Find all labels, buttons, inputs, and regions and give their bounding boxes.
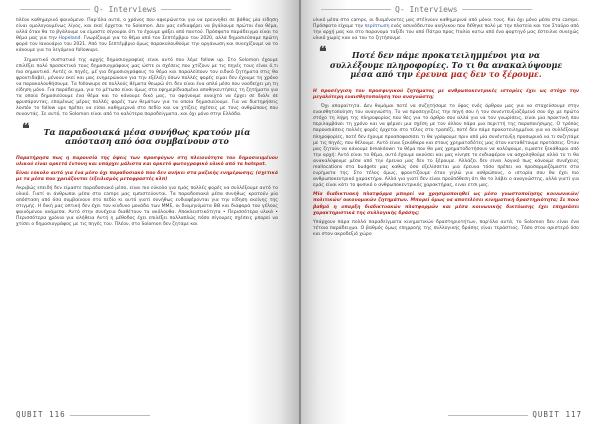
interview-question: Μία διαδικτυακή πλατφόρμα μπορεί να χρησιμοποιηθεί ως μέσο γνωστοποίησης κοινωνικών/ πολιτικών/ οικονομικών ζητημάτων. Μπορεί όμως να αποτελέσει κινηματική δραστηριότητα; Σε ποιο βαθμό η υπαρξη διαδικτυακών πλατφορμών και μέσα κοινωνικής δικτύωσης έχει επηρεάσει χαρακτηριστικά της συλλογικής δράσης; <box>313 192 579 216</box>
paragraph: πλέον καθημερινό φαινόμενο. Παρ'όλα αυτά, ο χρόνος που αφιερώνεται για να ερευνηθεί σε βάθος μία είδηση είναι ομολογουμένως λίγος, και εκεί έρχεται το Solomon. Δεν μας ενδιαφέρει να βγάλουμε πρώτοι ένα θέμα, αλλά όταν θα το βγάλουμε να είμαστε σίγουροι ότι το έχουμε ψάξει από παντού. Πρόσφατο παράδειγμα είναι το θέμα μας για την Hopeland. Γνωρίζουμε για το θέμα από τον Σεπτέμβριο του 2020, αλλά δημοσιεύσαμε πρώτη φορά τον Ιανουάριο του 2021. Από τον Σεπτέμβριο όμως παρακολουθούμε την οργάνωση και συνεχίζουμε να το κάνουμε για τα λεγόμενα followups. <box>16 18 278 54</box>
interview-question: Είναι εύκολο αυτό για ένα μέσο όχι παραδοσιακό που δεν ανήκει στα μαζικής ενημέρωσης; (σχετικά με τα μέσα που χρειάζονται (εξειλισμός μεταφραστές κλπ) <box>16 170 278 182</box>
page-header-left: Q- Interviews <box>16 5 235 14</box>
hopeland-link[interactable]: Hopeland <box>58 36 81 42</box>
paragraph: Σημαντικό συστατικό της αρχής δημοσιογραφίας είναι αυτό που λέμε follow up. Στο Solomon έχουμε επιλέξει πολύ προσεκτικά τους δημοσιογράφους μας ώστε οι σχέσεις που χτίζουν με τις πηγές τους είναι ό,τι πιο σημαντικό. Αυτές οι πηγές, μέ για δημοσιογράφους το θέμα και παραλείπουν τον ειδικό ζητήματα στις θα φροντιδαβεί, μένουν εκεί και μας ενημερώνουν για την εξέλιξη όσων πολλές φορές είμαι δεν έχουμε τη χρόνο να παρακολουθήσουμε. Τα followups σε πολλούς θέματα θεωρώ ότι δεν είναι ένα απλό μέσο που ναοδείχει μη τη είδηση μόνο. Για παράδειγμα, για το μέτωπο είναι όμως στα εφημερίδιασμένα αποθηκευτήσεις τη ζητήματα για τα οποία δημοσιεύουμε ένα θέμα και το κάνουμε δικό μας, τα αφήνουμε ανοιχτά να έρχει σε διάλι σε φρυσάροντας, επομένως μέρος πολλές φορές των θεμάτων για τα οποία δημοσιεύουμε. Για να διατηρήσεις λοιπόν το follow ups πρέπει να είσαι καθημερινά στο πεδίο και να χτίζεις σχέσεις με τους ανθρώπους που συναντάς. Σε αυτό, το Solomon είναι από τα καλύτερα παραδείγματα, και όχι μόνο στην Ελλάδα. <box>16 57 278 118</box>
paragraph: Όχι απαραίτητα. Δεν θυμάμαι ποτέ να συζητήσαμε το ύφος ενός άρθρου μας για να στοχεύσουμε στην ευαισθητοποίηση του αναγνώστη. Το να προσεγγίζεις την πηγή σου ή τον συνεντευξιαζόμενό σου όχι με πρώτο στόχο τη λήψη της πληροφορίας που θες για το άρθρο σου αλλά για να τον γνωρίσεις, είναι μια πρακτική που περιλαμβάνει τη χρόνο και να φέρνει μια σχέση με τον άλλον πάρα μια περιττή της παραποιήσιμης. Ο τρόπος παρουσιάσεις πολλές φορές έρχεται στο τέλος στο τραπέζι, ποτέ δεν πάμε προκατειλημμένοι για να συλλέξουμε πληροφορίες, ποτέ δεν έχουμε προαποφασίσει τι θα γράψουμε πριν από μία συνέντευξη προσωρινά να τι συζητάμε με τις πηγές, που θέλουμε. Αυτό είναι ξεκάθαρο και στους χρηματοδότες μας όταν καταθέτουμε προτάσεις. Όταν μας ζητούν να κάνουμε breakdown το θέμα που θα μας χρηματοδοτήσουν να καλύψουμε, ειμαστε ξεκάθαροι από την αρχή: Αυτό είναι το θέμα, αυτό έχουμε ακούσει και μας κίνησε το ενδιαφέρον να ασχοληθούμε αλλά το τι θα ανακαλύψουμε μέσα από την έρευνα μας δεν το ξέρουμε. Αλλάζει δεν είναι λογικό πως κάνουμε συνέχειες reallocations στα budgets μας καθώς όσο εξελίσσεται μια έρευνα τόσο πρέπει να προσαρμοζόμαστε στα ευρήματα της. Στο τέλος όμως, φροντίζουμε όταν γηλώ για ανθρώπους, ο ιστορία σου θα έχει πιο ανθρωποκεντρικό χαρακτήρα. Αλλά για γιατί δεν είναι προϋπόθεση ότι θα το λάβει ο αναγνώστης, αλλά γιατί για εμάς είναι κάτι το φυσικό ο ανθρωποκεντρικός χαρακτήρας, ειναι ετσι μας. <box>313 104 579 189</box>
case-link[interactable]: περίπτωση <box>364 24 390 30</box>
page-header-right: Q- Interviews <box>317 5 536 14</box>
page-footer-left: QUBIT 116 <box>16 410 154 419</box>
right-page <box>301 0 600 424</box>
interview-question: Η προσέγγιση του προσφυγικού ζητήματος με ανθρωποκεντρικές ιστορίες έχει ως στόχο την μεγαλύτερη ευαισθητοποίηση του αναγνώστη; <box>313 88 579 100</box>
interview-question: Παρατήρησα πως η παρουσία της όψεις των προσφύγων στη πλειονότητα του δημοσιευμένου υλικού είναι αρκετά έντονη και υπάρχει μάλιστα και αρκετό φωτογραφικό υλικό από τα hotspot. <box>16 155 278 167</box>
paragraph: Υπάρχουν πάρα πολλά παραδείγματα κινηματικών δραστηριοτήτων, παρ'όλα αυτά, το Solomon δεν είναι ένα τέτοιο παράδειγμα. Ο βαθμός όμως επηρροής της συλλογικής δράσης είναι τεράστιος. Τόσο στον αριστερό όσο και στον ακροδεξιό χώρο <box>313 219 579 237</box>
article-column-right <box>313 18 579 241</box>
paragraph: Ακριβώς επειδή δεν είμαστε παραδοσιακό μέσο, είναι πιο εύκολο για εμάς πολλές φορές να συλλέξουμε αυτό το υλικό. Γιατί οι άνθρωποι μέσα στα camps μας εμπιστεύονται. Τα παραδοσιακά μέσα συνήθως κρατούν μία απόσταση από όσα συμβαίνουν στο πεδίο κι αυτό γιατί συνήθως ενδιαφέρονται για την είδηση εκείνης της στιγμής. Η δική μας οπτική δεν έχει τον κίνδυνο μονάδα των ΜΜΕ, οι διαμηνύματα ΒΘ και διαφορά του γέλους φαινόμενου ανάμεσα. Αυτό στην συνέχεια διαθέτουν τα ακόλουθα. Αποκλειστικότητα • Περισσότερα υλικά • Περισσότερα χρόνια για αλήθεια Αυτή η μέθοδος έχει επιλέξει πολλαπλώς πόσο σίγουρες σχέσεις μπορεί να χτίσει ο δημοσιογράφος με τις πηγές του. Πλέον, στο Solomon δεν ζητάμε και <box>16 185 278 228</box>
quote-mark-icon: ❝ <box>319 44 327 61</box>
left-page <box>0 0 299 424</box>
pull-quote: ❝ Ποτέ δεν πάμε προκατειλημμένοι για να συλλέξουμε πληροφορίες. Το τι θα ανακαλύψουμε μέσα από την έρευνα μας δεν το ξέρουμε. <box>319 44 563 80</box>
article-column-left <box>16 18 278 232</box>
paragraph: υλικό μέσα στα camps, οι διαμένοντες μας στέλνουν καθημερινά από μόνοι τους. Και όχι μόνο μέσα στα camps. Πρόσφατο είχαμε την περίπτωση ενός ασυνόδευτου ανήλικου που δέθηκε πολύ με την πλατεία και τον Σταύρο από την αρχή μας και στο παρανομο ταξίδι του από Πάτρα προς Ιταλία κατω από ένα φορτηγό μας έστειλνε συνεχώς υλικό χωρίς καν να του το ζητήσουμε. <box>313 18 579 42</box>
page-footer-right: QUBIT 117 <box>444 410 582 419</box>
pull-quote: ❝ Τα παραδοσιακά μέσα συνήθως κρατούν μία απόσταση από όσα συμβαίνουν στο <box>22 120 251 146</box>
quote-mark-icon: ❝ <box>22 120 30 137</box>
